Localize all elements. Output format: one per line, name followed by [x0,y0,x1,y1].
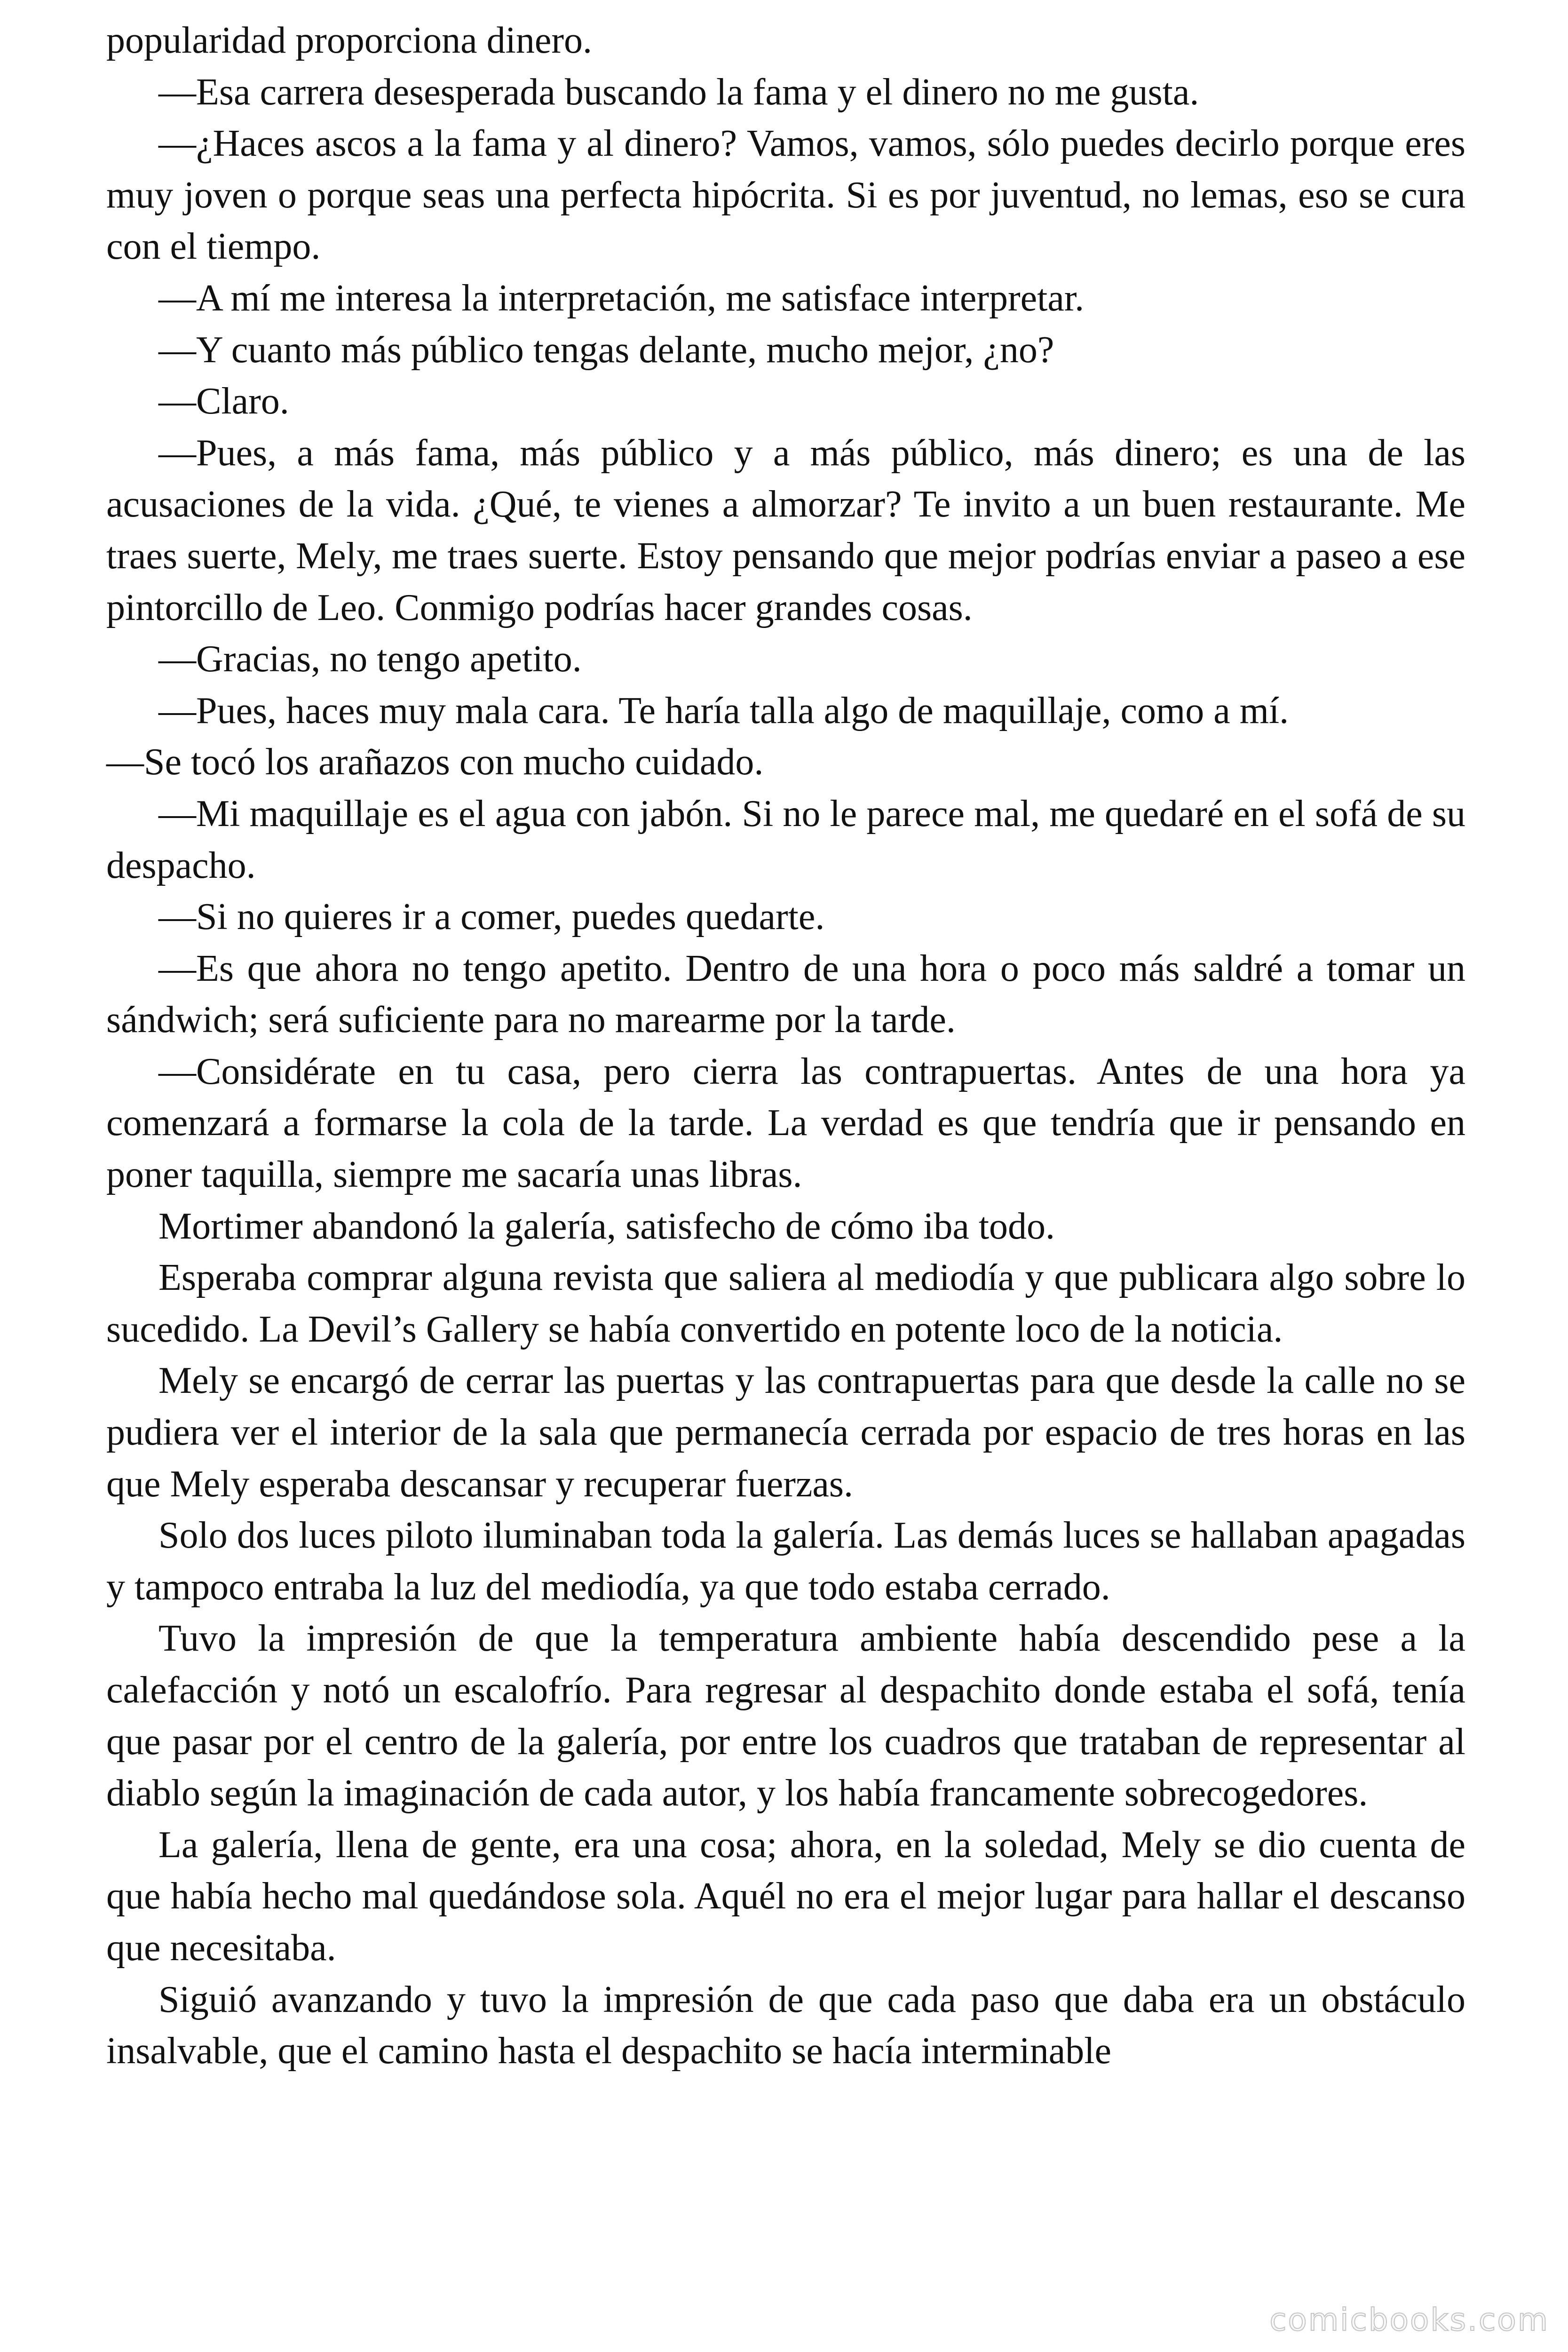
paragraph: —Se tocó los arañazos con mucho cuidado. [106,741,764,783]
paragraph: —Gracias, no tengo apetito. [158,638,582,680]
paragraph: —Esa carrera desesperada buscando la fama y el dinero no me gusta. [158,71,1199,113]
paragraph: —Y cuanto más público tengas delante, mucho mejor, ¿no? [158,329,1054,371]
paragraph: popularidad proporciona dinero. [106,20,593,61]
paragraph: —Es que ahora no tengo apetito. Dentro de una hora o poco más saldré a tomar un sándwich; será suficiente para no marearme por la tarde. [106,947,1465,1041]
watermark: comicbooks.com [1269,2302,1549,2338]
paragraph: La galería, llena de gente, era una cosa; ahora, en la soledad, Mely se dio cuenta de que había hecho mal quedándose sola. Aquél no era el mejor lugar para hallar el descanso que necesitaba. [106,1824,1465,1969]
paragraph: Tuvo la impresión de que la temperatura ambiente había descendido pese a la calefacción y notó un escalofrío. Para regresar al despachito donde estaba el sofá, tenía que pasar por el centro de la galería, por entre los cuadros que trataban de representar al diablo según la imaginación de cada autor, y los había francamente sobrecogedores. [106,1618,1465,1814]
paragraph: Esperaba comprar alguna revista que saliera al mediodía y que publicara algo sobre lo sucedido. La Devil’s Gallery se había convertido en potente loco de la noticia. [106,1257,1465,1350]
paragraph: Mortimer abandonó la galería, satisfecho de cómo iba todo. [158,1205,1055,1247]
paragraph: —¿Haces ascos a la fama y al dinero? Vamos, vamos, sólo puedes decirlo porque eres muy joven o porque seas una perfecta hipócrita. Si es por juventud, no lemas, eso se cura con el tiempo. [106,123,1465,268]
paragraph: —Pues, haces muy mala cara. Te haría talla algo de maquillaje, como a mí. [158,690,1289,731]
paragraph: Solo dos luces piloto iluminaban toda la galería. Las demás luces se hallaban apagadas y tampoco entraba la luz del mediodía, ya que todo estaba cerrado. [106,1515,1465,1608]
paragraph: —Considérate en tu casa, pero cierra las contrapuertas. Antes de una hora ya comenzará a formarse la cola de la tarde. La verdad es que tendría que ir pensando en poner taquilla, siempre me sacaría unas libras. [106,1050,1465,1196]
paragraph: —Pues, a más fama, más público y a más público, más dinero; es una de las acusaciones de la vida. ¿Qué, te vienes a almorzar? Te invito a un buen restaurante. Me traes suerte, Mely, me traes suerte. Estoy pensando que mejor podrías enviar a paseo a ese pintorcillo de Leo. Conmigo podrías hacer grandes cosas. [106,432,1465,628]
paragraph: Mely se encargó de cerrar las puertas y las contrapuertas para que desde la calle no se pudiera ver el interior de la sala que permanecía cerrada por espacio de tres horas en las que Mely esperaba descansar y recuperar fuerzas. [106,1360,1465,1505]
paragraph: —Mi maquillaje es el agua con jabón. Si no le parece mal, me quedaré en el sofá de su despacho. [106,793,1465,886]
page-body [106,15,1465,2077]
paragraph: —Claro. [158,381,289,422]
paragraph: Siguió avanzando y tuvo la impresión de que cada paso que daba era un obstáculo insalvable, que el camino hasta el despachito se hacía interminable [106,1979,1465,2072]
paragraph: —A mí me interesa la interpretación, me satisface interpretar. [158,277,1085,319]
paragraph: —Si no quieres ir a comer, puedes quedarte. [158,896,825,938]
